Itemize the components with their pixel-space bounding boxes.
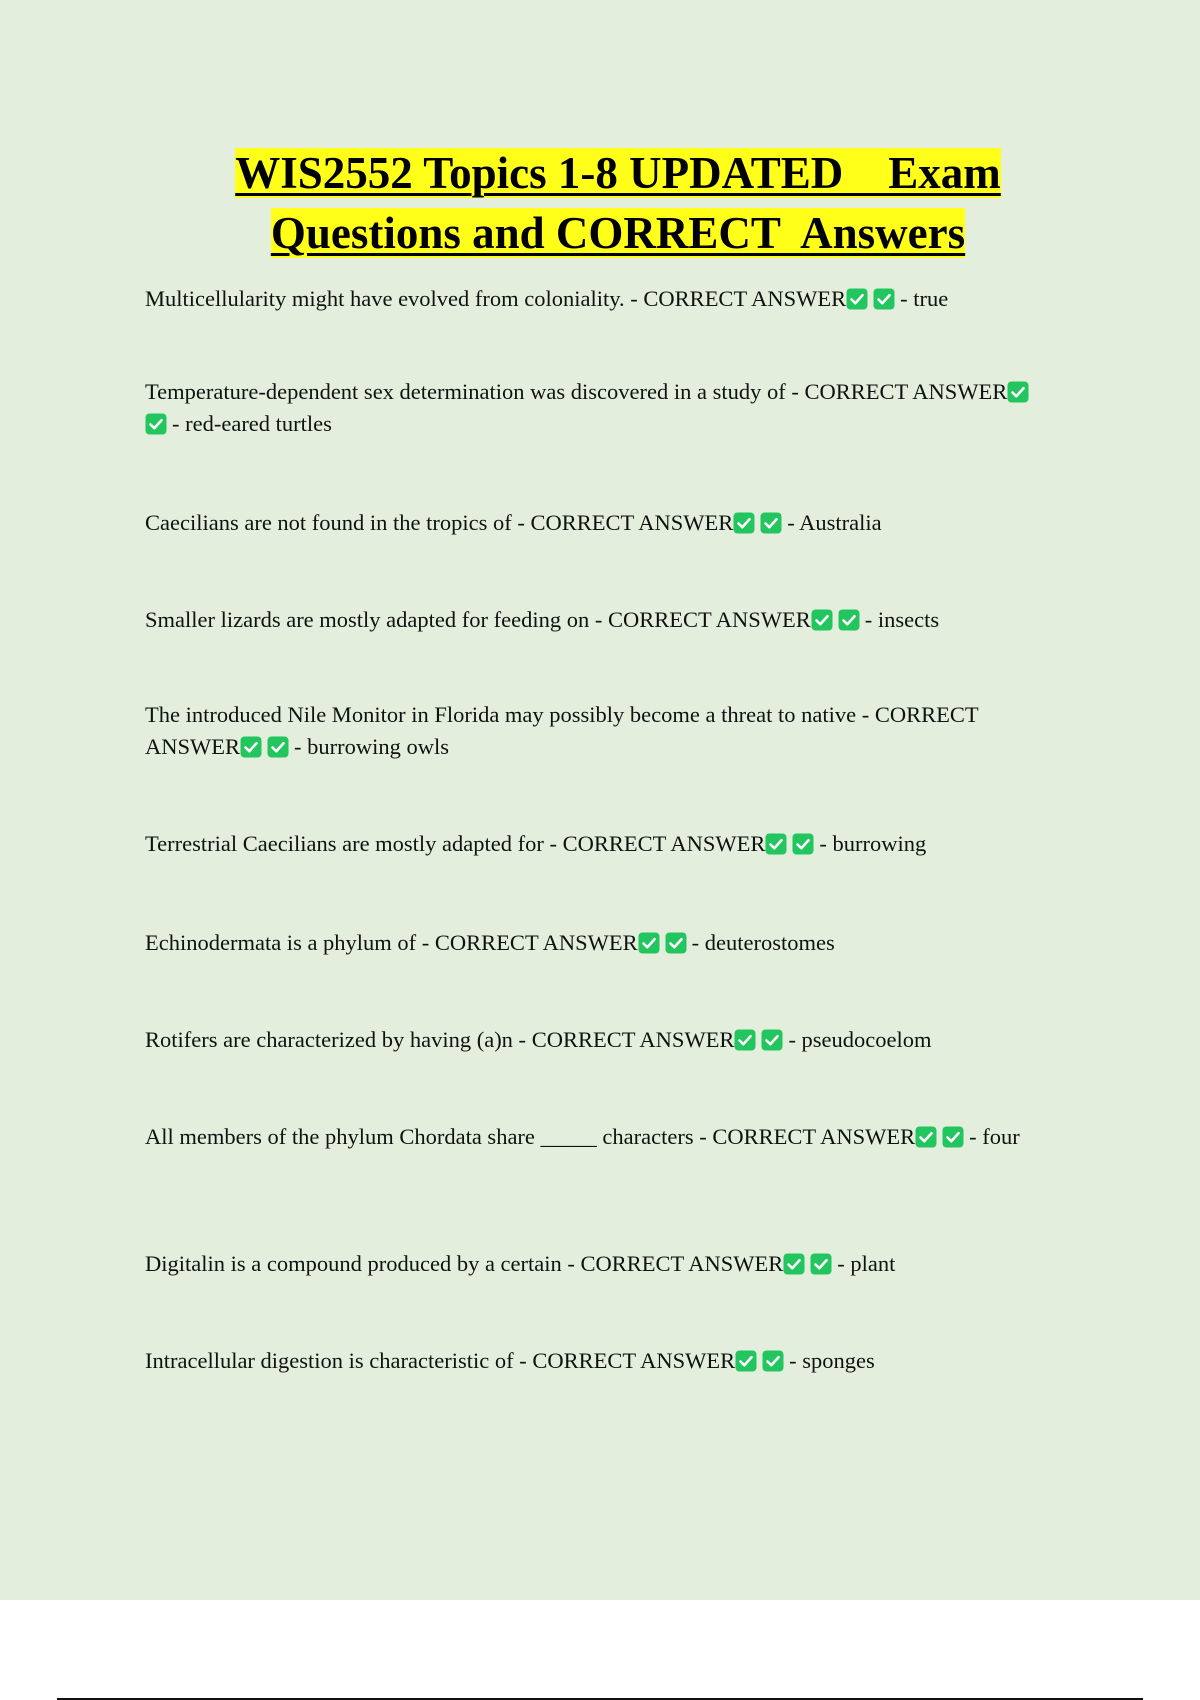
check-icon bbox=[735, 1350, 757, 1372]
question-text: Temperature-dependent sex determination was discovered in a study of - bbox=[145, 379, 799, 404]
qa-item bbox=[145, 927, 1050, 959]
check-icon bbox=[761, 1029, 783, 1051]
answer-marker: CORRECT ANSWER bbox=[580, 1251, 784, 1276]
title-line-1: WIS2552 Topics 1-8 UPDATED Exam bbox=[235, 148, 1001, 198]
qa-item bbox=[145, 507, 1050, 539]
qa-item bbox=[145, 604, 1050, 636]
check-icon bbox=[638, 932, 660, 954]
answer-text: - deuterostomes bbox=[691, 930, 835, 955]
question-text: The introduced Nile Monitor in Florida may possibly become a threat to native - bbox=[145, 702, 870, 727]
question-text: Smaller lizards are mostly adapted for feeding on - bbox=[145, 607, 603, 632]
check-icon bbox=[765, 833, 787, 855]
answer-marker: CORRECT ANSWER bbox=[531, 1027, 735, 1052]
question-text: Intracellular digestion is characteristic of - bbox=[145, 1348, 527, 1373]
qa-item bbox=[145, 376, 1050, 440]
answer-text: - insects bbox=[864, 607, 940, 632]
check-icon bbox=[783, 1253, 805, 1275]
check-icon bbox=[267, 736, 289, 758]
answer-text: - plant bbox=[837, 1251, 896, 1276]
title-line-2: Questions and CORRECT Answers bbox=[270, 208, 966, 258]
question-text: Terrestrial Caecilians are mostly adapted for - bbox=[145, 831, 557, 856]
answer-text: - pseudocoelom bbox=[788, 1027, 932, 1052]
qa-item bbox=[145, 828, 1050, 860]
check-icon bbox=[846, 288, 868, 310]
answer-text: - red-eared turtles bbox=[172, 411, 332, 436]
answer-text: - burrowing bbox=[819, 831, 927, 856]
answer-text: - burrowing owls bbox=[294, 734, 449, 759]
answer-text: - Australia bbox=[787, 510, 882, 535]
check-icon bbox=[760, 512, 782, 534]
check-icon bbox=[792, 833, 814, 855]
check-icon bbox=[733, 512, 755, 534]
check-icon bbox=[942, 1126, 964, 1148]
question-text: Rotifers are characterized by having (a)n - bbox=[145, 1027, 527, 1052]
answer-text: - true bbox=[900, 286, 949, 311]
answer-marker: CORRECT ANSWER bbox=[145, 702, 979, 759]
question-text: All members of the phylum Chordata share _____ characters - bbox=[145, 1124, 707, 1149]
answer-marker: CORRECT ANSWER bbox=[562, 831, 766, 856]
answer-text: - sponges bbox=[789, 1348, 875, 1373]
answer-marker: CORRECT ANSWER bbox=[607, 607, 811, 632]
check-icon bbox=[838, 609, 860, 631]
check-icon bbox=[1007, 381, 1029, 403]
question-text: Multicellularity might have evolved from coloniality. - bbox=[145, 286, 638, 311]
answer-marker: CORRECT ANSWER bbox=[434, 930, 638, 955]
qa-item bbox=[145, 1121, 1050, 1153]
document-title bbox=[0, 143, 1200, 263]
qa-item bbox=[145, 1024, 1050, 1056]
qa-item bbox=[145, 283, 1050, 315]
answer-marker: CORRECT ANSWER bbox=[804, 379, 1008, 404]
check-icon bbox=[145, 413, 167, 435]
check-icon bbox=[240, 736, 262, 758]
answer-marker: CORRECT ANSWER bbox=[530, 510, 734, 535]
check-icon bbox=[762, 1350, 784, 1372]
answer-marker: CORRECT ANSWER bbox=[712, 1124, 916, 1149]
check-icon bbox=[665, 932, 687, 954]
answer-text: - four bbox=[969, 1124, 1020, 1149]
question-text: Echinodermata is a phylum of - bbox=[145, 930, 430, 955]
check-icon bbox=[810, 1253, 832, 1275]
qa-item bbox=[145, 699, 1050, 763]
answer-marker: CORRECT ANSWER bbox=[532, 1348, 736, 1373]
question-text: Caecilians are not found in the tropics of - bbox=[145, 510, 525, 535]
qa-item bbox=[145, 1345, 1050, 1377]
qa-item bbox=[145, 1248, 1050, 1280]
check-icon bbox=[734, 1029, 756, 1051]
check-icon bbox=[915, 1126, 937, 1148]
answer-marker: CORRECT ANSWER bbox=[643, 286, 847, 311]
check-icon bbox=[811, 609, 833, 631]
question-text: Digitalin is a compound produced by a certain - bbox=[145, 1251, 575, 1276]
check-icon bbox=[873, 288, 895, 310]
